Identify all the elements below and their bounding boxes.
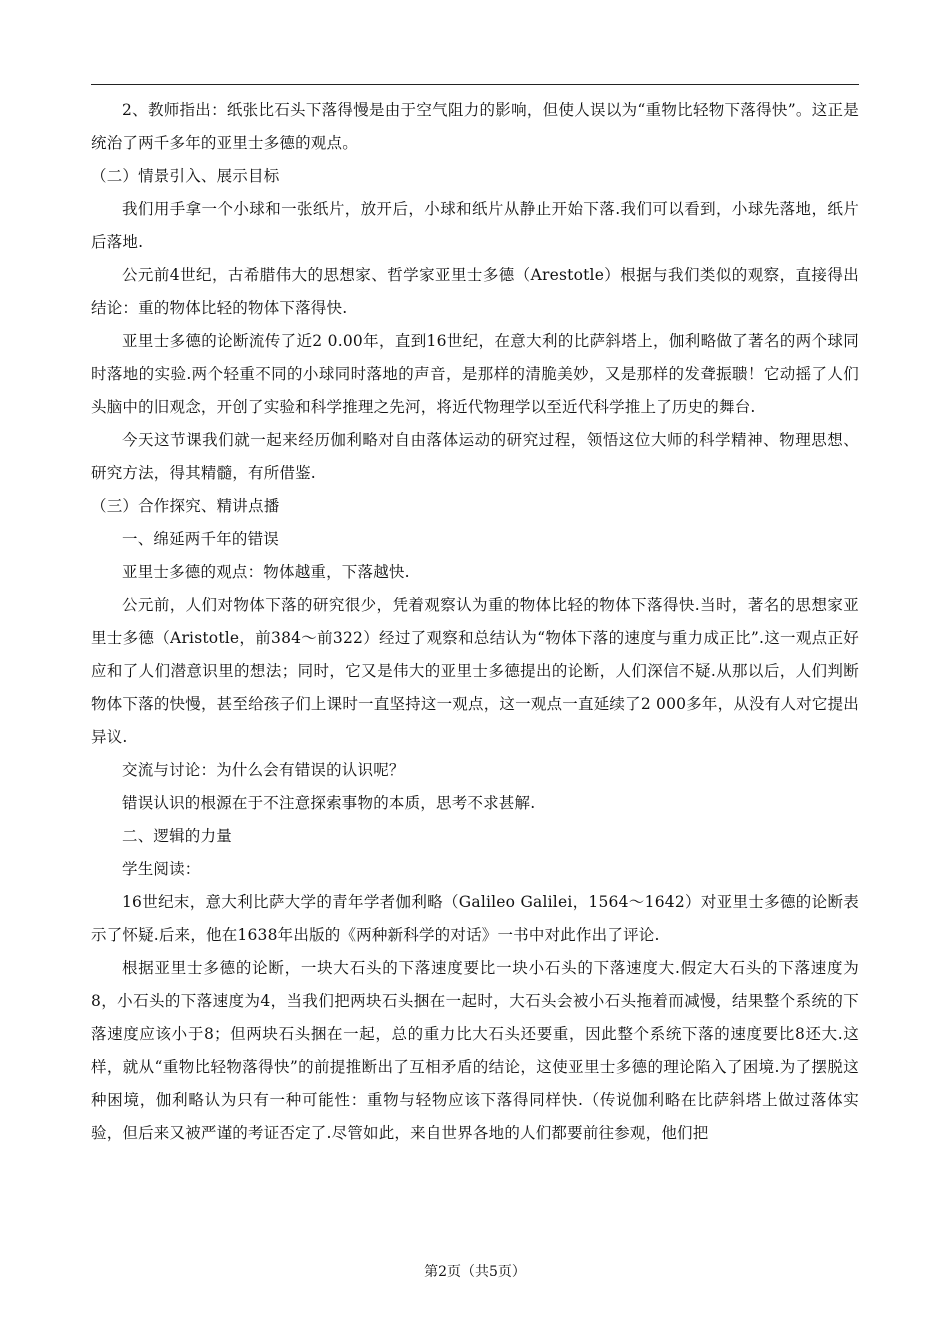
header-rule bbox=[91, 84, 859, 85]
paragraph: 错误认识的根源在于不注意探索事物的本质，思考不求甚解. bbox=[122, 794, 536, 812]
document-body bbox=[91, 94, 859, 1150]
paragraph: 公元前，人们对物体下落的研究很少，凭着观察认为重的物体比轻的物体下落得快.当时，著名的思想家亚里士多德（Aristotle，前384～前322）经过了观察和总结认为“物体下落的速度与重力成正比”.这一观点正好应和了人们潜意识里的想法；同时，它又是伟大的亚里士多德提出的论断，人们深信不疑.从那以后，人们判断物体下落的快慢，甚至给孩子们上课时一直坚持这一观点，这一观点一直延续了2 000多年，从没有人对它提出异议. bbox=[91, 596, 859, 746]
paragraph: 公元前4世纪，古希腊伟大的思想家、哲学家亚里士多德（Arestotle）根据与我们类似的观察，直接得出结论：重的物体比轻的物体下落得快. bbox=[91, 266, 859, 317]
section-heading: （二）情景引入、展示目标 bbox=[91, 167, 280, 185]
paragraph: 学生阅读： bbox=[122, 860, 201, 878]
page-footer: 第2页（共5页） bbox=[424, 1264, 526, 1280]
paragraph: 交流与讨论：为什么会有错误的认识呢？ bbox=[122, 761, 405, 779]
paragraph: 我们用手拿一个小球和一张纸片，放开后，小球和纸片从静止开始下落.我们可以看到，小球先落地，纸片后落地. bbox=[91, 200, 859, 251]
paragraph: 今天这节课我们就一起来经历伽利略对自由落体运动的研究过程，领悟这位大师的科学精神、物理思想、研究方法，得其精髓，有所借鉴. bbox=[91, 431, 859, 482]
subsection-heading: 二、逻辑的力量 bbox=[122, 827, 232, 845]
paragraph: 亚里士多德的论断流传了近2 0.00年，直到16世纪，在意大利的比萨斜塔上，伽利略做了著名的两个球同时落地的实验.两个轻重不同的小球同时落地的声音，是那样的清脆美妙，又是那样的发聋振聩！它动摇了人们头脑中的旧观念，开创了实验和科学推理之先河，将近代物理学以至近代科学推上了历史的舞台. bbox=[91, 332, 859, 416]
paragraph: 亚里士多德的观点：物体越重，下落越快. bbox=[122, 563, 410, 581]
paragraph: 16世纪末，意大利比萨大学的青年学者伽利略（Galileo Galilei，1564～1642）对亚里士多德的论断表示了怀疑.后来，他在1638年出版的《两种新科学的对话》一书中对此作出了评论. bbox=[91, 893, 859, 944]
subsection-heading: 一、绵延两千年的错误 bbox=[122, 530, 280, 548]
paragraph: 根据亚里士多德的论断，一块大石头的下落速度要比一块小石头的下落速度大.假定大石头的下落速度为8，小石头的下落速度为4，当我们把两块石头捆在一起时，大石头会被小石头拖着而减慢，结果整个系统的下落速度应该小于8；但两块石头捆在一起，总的重力比大石头还要重，因此整个系统下落的速度要比8还大.这样，就从“重物比轻物落得快”的前提推断出了互相矛盾的结论，这使亚里士多德的理论陷入了困境.为了摆脱这种困境，伽利略认为只有一种可能性：重物与轻物应该下落得同样快.（传说伽利略在比萨斜塔上做过落体实验，但后来又被严谨的考证否定了.尽管如此，来自世界各地的人们都要前往参观，他们把 bbox=[91, 959, 859, 1142]
paragraph: 2、教师指出：纸张比石头下落得慢是由于空气阻力的影响，但使人误以为“重物比轻物下落得快”。这正是统治了两千多年的亚里士多德的观点。 bbox=[91, 101, 859, 152]
section-heading: （三）合作探究、精讲点播 bbox=[91, 497, 280, 515]
